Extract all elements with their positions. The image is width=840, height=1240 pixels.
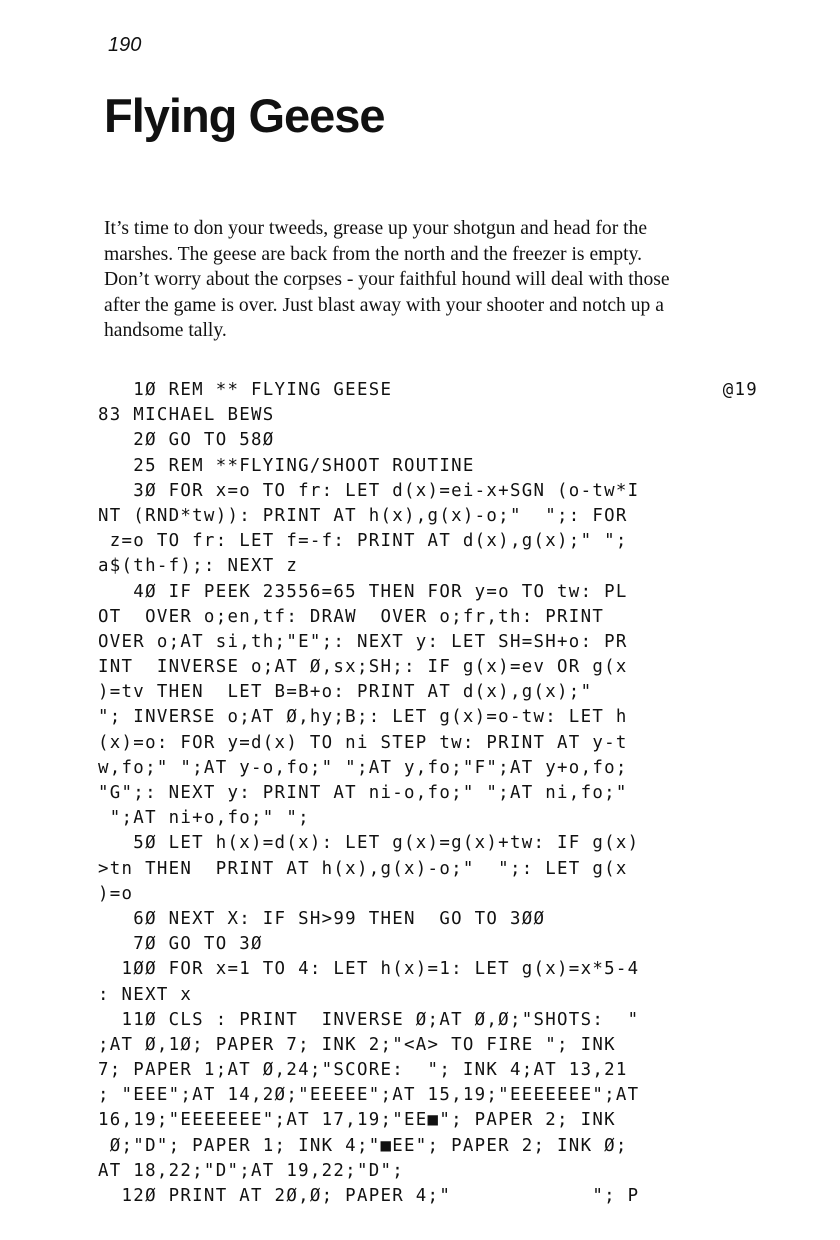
listing-line: )=o [98, 883, 134, 904]
listing-header-right: @19 [722, 380, 758, 400]
intro-line: handsome tally. [104, 320, 227, 341]
intro-line: Don’t worry about the corpses - your faithful hound will deal with those [104, 269, 670, 290]
listing-line: OVER o;AT si,th;"E";: NEXT y: LET SH=SH+o: PR [98, 631, 628, 652]
listing-line: Ø;"D"; PAPER 1; INK 4;"■EE"; PAPER 2; INK Ø; [98, 1135, 628, 1156]
listing-line: 25 REM **FLYING/SHOOT ROUTINE [98, 455, 475, 476]
listing-line: 83 MICHAEL BEWS [98, 405, 275, 426]
listing-header-left: 1Ø REM ** FLYING GEESE [98, 380, 393, 400]
listing-line: 2Ø GO TO 58Ø [98, 430, 275, 451]
listing-line: 1ØØ FOR x=1 TO 4: LET h(x)=1: LET g(x)=x*5-4 [98, 959, 640, 980]
listing-line: a$(th-f);: NEXT z [98, 556, 299, 577]
page-title: Flying Geese [104, 89, 385, 142]
intro-line: marshes. The geese are back from the north and the freezer is empty. [104, 243, 643, 265]
listing-line: 7Ø GO TO 3Ø [98, 934, 263, 955]
listing-line: ;AT Ø,1Ø; PAPER 7; INK 2;"<A> TO FIRE "; INK [98, 1034, 616, 1055]
listing-line: 3Ø FOR x=o TO fr: LET d(x)=ei-x+SGN (o-tw*I [98, 480, 640, 501]
listing-line: 6Ø NEXT X: IF SH>99 THEN GO TO 3ØØ [98, 908, 546, 929]
listing-line: : NEXT x [98, 984, 193, 1005]
listing-line: >tn THEN PRINT AT h(x),g(x)-o;" ";: LET g(x [98, 858, 628, 879]
listing-line: 4Ø IF PEEK 23556=65 THEN FOR y=o TO tw: PL [98, 581, 628, 602]
listing-line: (x)=o: FOR y=d(x) TO ni STEP tw: PRINT AT y-t [98, 732, 628, 753]
listing-line: "; INVERSE o;AT Ø,hy;B;: LET g(x)=o-tw: LET h [98, 707, 628, 728]
listing-line: OT OVER o;en,tf: DRAW OVER o;fr,th: PRINT [98, 606, 605, 627]
listing-line: AT 18,22;"D";AT 19,22;"D"; [98, 1160, 405, 1181]
intro-paragraph [104, 216, 744, 344]
listing-line: ; "EEE";AT 14,2Ø;"EEEEE";AT 15,19;"EEEEEEE";AT [98, 1085, 640, 1106]
listing-line: 7; PAPER 1;AT Ø,24;"SCORE: "; INK 4;AT 13,21 [98, 1060, 628, 1081]
listing-line: 11Ø CLS : PRINT INVERSE Ø;AT Ø,Ø;"SHOTS: " [98, 1009, 640, 1030]
intro-line: after the game is over. Just blast away with your shooter and notch up a [104, 294, 664, 316]
page-number: 190 [108, 34, 142, 56]
listing-line: w,fo;" ";AT y-o,fo;" ";AT y,fo;"F";AT y+o,fo; [98, 757, 628, 778]
listing-line: ";AT ni+o,fo;" "; [98, 808, 310, 829]
listing-line: z=o TO fr: LET f=-f: PRINT AT d(x),g(x);" "; [98, 531, 628, 552]
listing-line: 12Ø PRINT AT 2Ø,Ø; PAPER 4;" "; P [98, 1186, 640, 1206]
listing-line: 16,19;"EEEEEEE";AT 17,19;"EE■"; PAPER 2; INK [98, 1110, 616, 1131]
listing-header [98, 378, 758, 403]
intro-line: It’s time to don your tweeds, grease up your shotgun and head for the [104, 218, 648, 239]
listing-line: "G";: NEXT y: PRINT AT ni-o,fo;" ";AT ni,fo;" [98, 783, 628, 803]
program-listing [98, 378, 778, 1209]
listing-line: )=tv THEN LET B=B+o: PRINT AT d(x),g(x);" [98, 682, 593, 703]
listing-line: NT (RND*tw)): PRINT AT h(x),g(x)-o;" ";: FOR [98, 505, 628, 526]
listing-line: INT INVERSE o;AT Ø,sx;SH;: IF g(x)=ev OR g(x [98, 657, 628, 678]
listing-lines [98, 403, 778, 1209]
listing-line: 5Ø LET h(x)=d(x): LET g(x)=g(x)+tw: IF g(x) [98, 833, 640, 854]
